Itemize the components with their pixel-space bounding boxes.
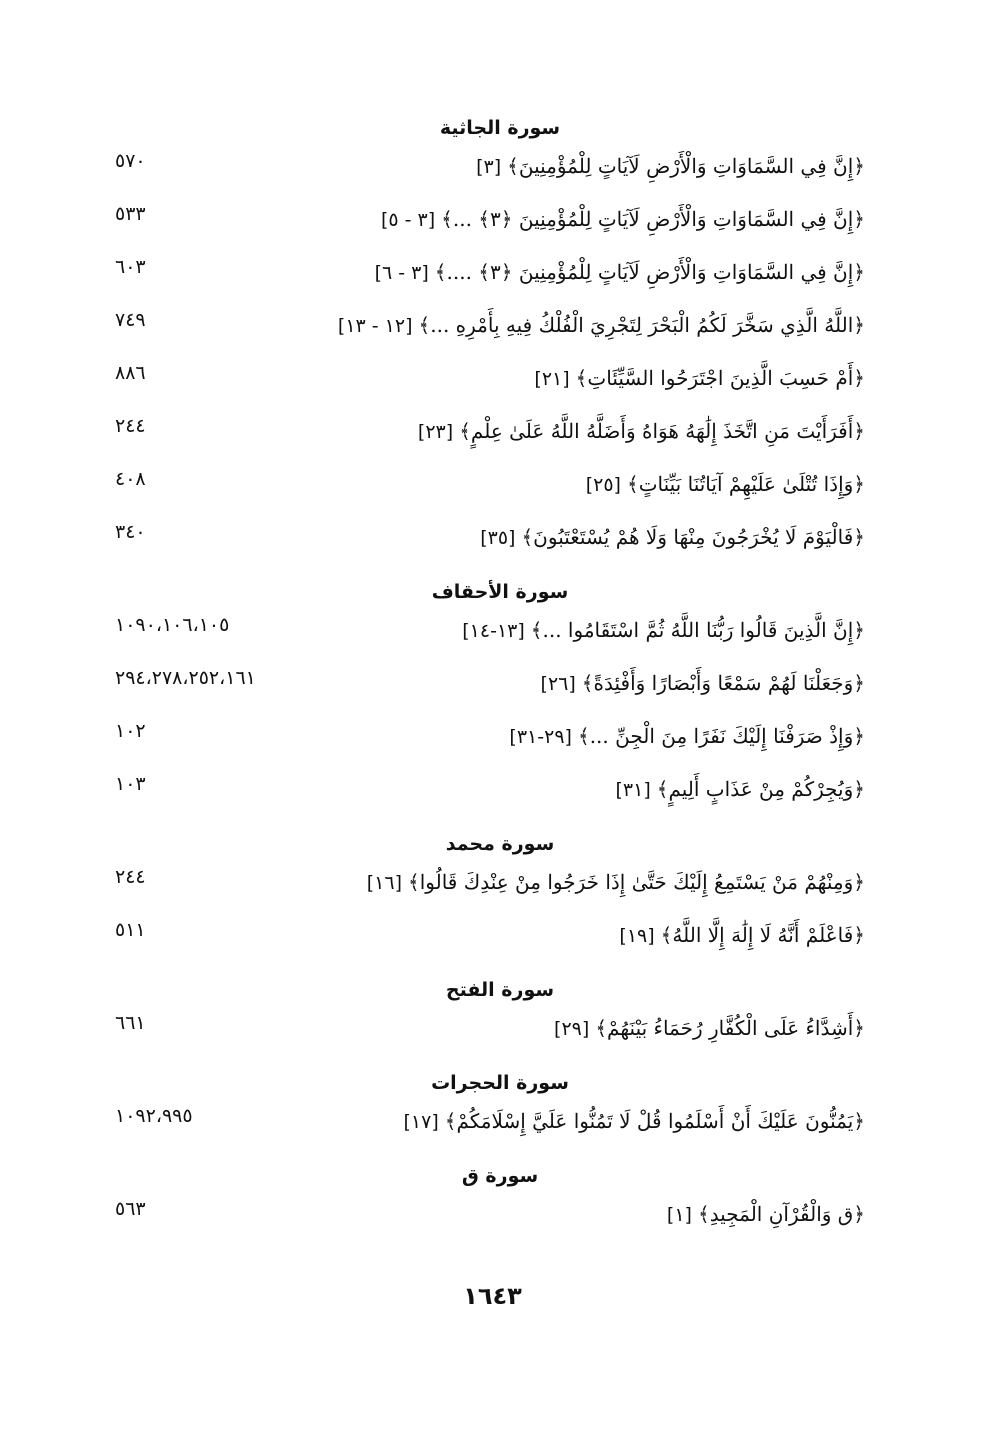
verse-entry bbox=[105, 360, 865, 413]
page-references: ١٠٣ bbox=[115, 773, 146, 795]
verse-text-group bbox=[534, 366, 865, 390]
verse-text-group bbox=[619, 923, 865, 947]
verse-number: [١٦] bbox=[366, 872, 403, 894]
verse-text: ﴿فَالْيَوْمَ لَا يُخْرَجُونَ مِنْهَا وَلَا هُمْ يُسْتَعْتَبُونَ﴾ bbox=[521, 525, 865, 549]
verse-number: [١٣-١٤] bbox=[462, 620, 525, 642]
verse-text-group bbox=[338, 313, 865, 337]
page-references: ٢٤٤ bbox=[115, 415, 146, 437]
surah-heading: سورة الحجرات bbox=[431, 1072, 569, 1094]
verse-number: [٣] bbox=[476, 156, 502, 178]
page-number: ١٦٤٣ bbox=[463, 1282, 522, 1310]
verse-text: ﴿ق وَالْقُرْآنِ الْمَجِيدِ﴾ bbox=[697, 1202, 865, 1226]
verse-text-group bbox=[375, 260, 865, 284]
verse-text: ﴿أَمْ حَسِبَ الَّذِينَ اجْتَرَحُوا السَّيِّئَاتِ﴾ bbox=[575, 366, 865, 390]
verse-text-group bbox=[367, 870, 865, 894]
surah-heading: سورة محمد bbox=[445, 833, 555, 855]
verse-text: ﴿فَاعْلَمْ أَنَّهُ لَا إِلَٰهَ إِلَّا اللَّهُ﴾ bbox=[660, 923, 865, 947]
verse-index bbox=[105, 108, 865, 1249]
verse-entry bbox=[105, 1010, 865, 1063]
verse-number: [٣ - ٦] bbox=[374, 262, 429, 284]
verse-text: ﴿يَمُنُّونَ عَلَيْكَ أَنْ أَسْلَمُوا قُلْ لَا تَمُنُّوا عَلَيَّ إِسْلَامَكُمْ﴾ bbox=[444, 1109, 865, 1133]
page-references: ١٠٢ bbox=[115, 720, 146, 742]
verse-text-group bbox=[480, 525, 865, 549]
verse-text: ﴿إِنَّ الَّذِينَ قَالُوا رَبُّنَا اللَّهُ ثُمَّ اسْتَقَامُوا ...﴾ bbox=[530, 618, 865, 642]
verse-entry bbox=[105, 718, 865, 771]
page-references: ٤٠٨ bbox=[115, 468, 146, 490]
verse-text: ﴿إِنَّ فِي السَّمَاوَاتِ وَالْأَرْضِ لَآيَاتٍ لِلْمُؤْمِنِينَ ﴿٣﴾ ....﴾ bbox=[434, 260, 865, 284]
verse-number: [٢١] bbox=[534, 368, 570, 390]
verse-text: ﴿وَيُجِرْكُمْ مِنْ عَذَابٍ أَلِيمٍ﴾ bbox=[656, 777, 865, 801]
verse-text: ﴿وَإِذْ صَرَفْنَا إِلَيْكَ نَفَرًا مِنَ الْجِنِّ ...﴾ bbox=[577, 724, 865, 748]
page-references: ٦٠٣ bbox=[115, 256, 146, 278]
surah-heading: سورة الأحقاف bbox=[431, 581, 569, 603]
page-references: ٢٤٤ bbox=[115, 866, 146, 888]
verse-text-group bbox=[667, 1202, 865, 1226]
verse-entry bbox=[105, 917, 865, 970]
verse-number: [٢٥] bbox=[585, 474, 621, 496]
page-references: ٣٤٠ bbox=[115, 521, 146, 543]
surah-heading: سورة ق bbox=[461, 1165, 539, 1187]
page-references: ٢٩٤،٢٧٨،٢٥٢،١٦١ bbox=[115, 667, 256, 689]
verse-text: ﴿أَفَرَأَيْتَ مَنِ اتَّخَذَ إِلَٰهَهُ هَوَاهُ وَأَضَلَّهُ اللَّهُ عَلَىٰ عِلْمٍ﴾ bbox=[459, 419, 865, 443]
verse-text-group bbox=[381, 207, 865, 231]
verse-number: [١٧] bbox=[403, 1111, 439, 1133]
verse-text: ﴿إِنَّ فِي السَّمَاوَاتِ وَالْأَرْضِ لَآيَاتٍ لِلْمُؤْمِنِينَ ﴿٣﴾ ...﴾ bbox=[441, 207, 865, 231]
page-references: ١٠٩٠،١٠٦،١٠٥ bbox=[115, 614, 230, 636]
verse-entry bbox=[105, 612, 865, 665]
verse-number: [٣ - ٥] bbox=[380, 209, 436, 231]
verse-entry bbox=[105, 1196, 865, 1249]
verse-entry bbox=[105, 466, 865, 519]
verse-entry bbox=[105, 771, 865, 824]
verse-text: ﴿وَإِذَا تُتْلَىٰ عَلَيْهِمْ آيَاتُنَا بَيِّنَاتٍ﴾ bbox=[626, 472, 865, 496]
verse-text-group bbox=[541, 671, 865, 695]
verse-text-group bbox=[554, 1016, 865, 1040]
verse-text-group bbox=[462, 618, 865, 642]
surah-heading: سورة الجاثية bbox=[439, 117, 561, 139]
verse-number: [١] bbox=[666, 1204, 692, 1226]
page-references: ٥٦٣ bbox=[115, 1198, 146, 1220]
verse-text-group bbox=[509, 724, 865, 748]
verse-number: [٢٣] bbox=[417, 421, 454, 443]
verse-text-group bbox=[403, 1109, 865, 1133]
verse-entry bbox=[105, 1103, 865, 1156]
verse-number: [٢٩-٣١] bbox=[509, 726, 572, 748]
verse-entry bbox=[105, 148, 865, 201]
page-references: ٨٨٦ bbox=[115, 362, 146, 384]
verse-text: ﴿اللَّهُ الَّذِي سَخَّرَ لَكُمُ الْبَحْرَ لِتَجْرِيَ الْفُلْكُ فِيهِ بِأَمْرِهِ ...﴾ bbox=[418, 313, 865, 337]
verse-text: ﴿أَشِدَّاءُ عَلَى الْكُفَّارِ رُحَمَاءُ بَيْنَهُمْ﴾ bbox=[595, 1016, 865, 1040]
page-references: ٧٤٩ bbox=[115, 309, 146, 331]
verse-text-group bbox=[476, 154, 865, 178]
verse-number: [٣٥] bbox=[480, 527, 516, 549]
page-references: ٥١١ bbox=[115, 919, 146, 941]
verse-number: [١٩] bbox=[619, 925, 655, 947]
page-references: ١٠٩٢،٩٩٥ bbox=[115, 1105, 193, 1127]
verse-text-group bbox=[615, 777, 865, 801]
verse-entry bbox=[105, 519, 865, 572]
page-references: ٦٦١ bbox=[115, 1012, 146, 1034]
verse-text: ﴿وَجَعَلْنَا لَهُمْ سَمْعًا وَأَبْصَارًا وَأَفْئِدَةً﴾ bbox=[581, 671, 865, 695]
verse-entry bbox=[105, 864, 865, 917]
page-references: ٥٧٠ bbox=[115, 150, 146, 172]
verse-number: [٣١] bbox=[615, 779, 651, 801]
verse-number: [١٢ - ١٣] bbox=[337, 315, 413, 337]
verse-number: [٢٦] bbox=[540, 673, 576, 695]
verse-number: [٢٩] bbox=[554, 1018, 590, 1040]
verse-entry bbox=[105, 307, 865, 360]
verse-entry bbox=[105, 413, 865, 466]
verse-text-group bbox=[418, 419, 865, 443]
verse-text: ﴿وَمِنْهُمْ مَنْ يَسْتَمِعُ إِلَيْكَ حَتَّىٰ إِذَا خَرَجُوا مِنْ عِنْدِكَ قَالُوا﴾ bbox=[408, 870, 865, 894]
page-references: ٥٣٣ bbox=[115, 203, 146, 225]
verse-text: ﴿إِنَّ فِي السَّمَاوَاتِ وَالْأَرْضِ لَآيَاتٍ لِلْمُؤْمِنِينَ﴾ bbox=[507, 154, 865, 178]
verse-text-group bbox=[586, 472, 865, 496]
verse-entry bbox=[105, 201, 865, 254]
surah-heading: سورة الفتح bbox=[445, 979, 555, 1001]
verse-entry bbox=[105, 665, 865, 718]
verse-entry bbox=[105, 254, 865, 307]
